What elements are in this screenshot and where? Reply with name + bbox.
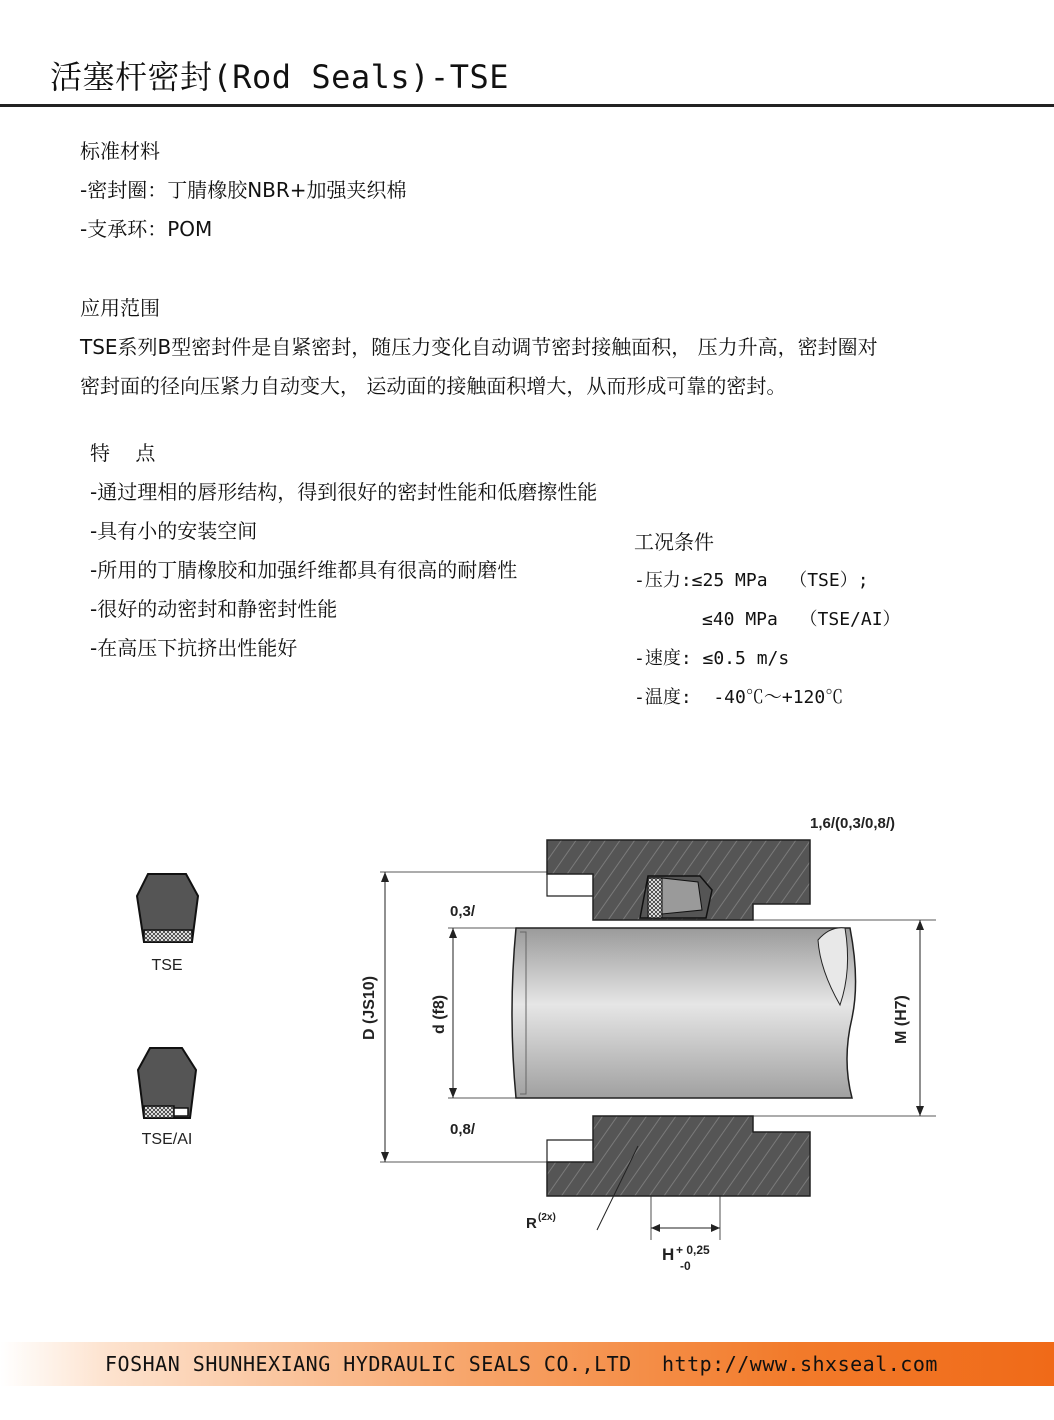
roughness-b: 0,8/ — [450, 1121, 476, 1138]
condition-temperature: -温度: -40℃～+120℃ — [634, 687, 844, 708]
tse-label: TSE — [151, 957, 183, 974]
footer-url[interactable]: http://www.shxseal.com — [662, 1352, 938, 1376]
feature-item: -所用的丁腈橡胶和加强纤维都具有很高的耐磨性 — [90, 558, 518, 582]
application-line: TSE系列B型密封件是自紧密封，随压力变化自动调节密封接触面积， 压力升高，密封圈对 — [80, 335, 878, 359]
housing-bottom — [547, 1116, 810, 1196]
application-line: 密封面的径向压紧力自动变大， 运动面的接触面积增大，从而形成可靠的密封。 — [80, 374, 787, 398]
seal-fabric — [648, 878, 662, 918]
condition-pressure-ai: ≤40 MPa （TSE/AI） — [702, 609, 901, 630]
application-heading: 应用范围 — [80, 296, 160, 320]
materials-item: -支承环：POM — [80, 217, 213, 241]
page-title: 活塞杆密封(Rod Seals)-TSE — [50, 58, 509, 96]
piston-rod — [512, 928, 856, 1098]
tse-ai-profile-icon — [120, 1040, 220, 1160]
roughness-a: 0,3/ — [450, 903, 476, 920]
tol-lower: -0 — [680, 1259, 691, 1273]
condition-speed: -速度: ≤0.5 m/s — [634, 648, 790, 669]
roughness-top: 1,6/(0,3/0,8/) — [810, 815, 896, 832]
features-heading: 特 点 — [90, 441, 156, 465]
footer-company: FOSHAN SHUNHEXIANG HYDRAULIC SEALS CO.,LTD — [105, 1352, 632, 1376]
radius-sup: (2x) — [538, 1212, 556, 1223]
title-divider — [0, 104, 1054, 107]
feature-item: -在高压下抗挤出性能好 — [90, 636, 298, 660]
conditions-heading: 工况条件 — [634, 530, 714, 554]
feature-item: -具有小的安装空间 — [90, 519, 258, 543]
dim-M: M (H7) — [893, 995, 910, 1044]
dim-d: d (f8) — [431, 994, 448, 1034]
tse-ai-label: TSE/AI — [141, 1131, 193, 1148]
materials-heading: 标准材料 — [80, 139, 160, 163]
dim-H: H — [662, 1245, 675, 1264]
feature-item: -通过理相的唇形结构，得到很好的密封性能和低磨擦性能 — [90, 480, 598, 504]
tol-upper: + 0,25 — [676, 1243, 710, 1257]
radius-label: R — [526, 1215, 537, 1232]
tse-profile-icon — [120, 860, 220, 990]
feature-item: -很好的动密封和静密封性能 — [90, 597, 338, 621]
dim-D: D (JS10) — [361, 975, 378, 1040]
condition-pressure: -压力:≤25 MPa （TSE）; — [634, 570, 869, 591]
materials-item: -密封圈：丁腈橡胶NBR+加强夹织棉 — [80, 178, 407, 202]
installation-drawing — [340, 800, 980, 1300]
